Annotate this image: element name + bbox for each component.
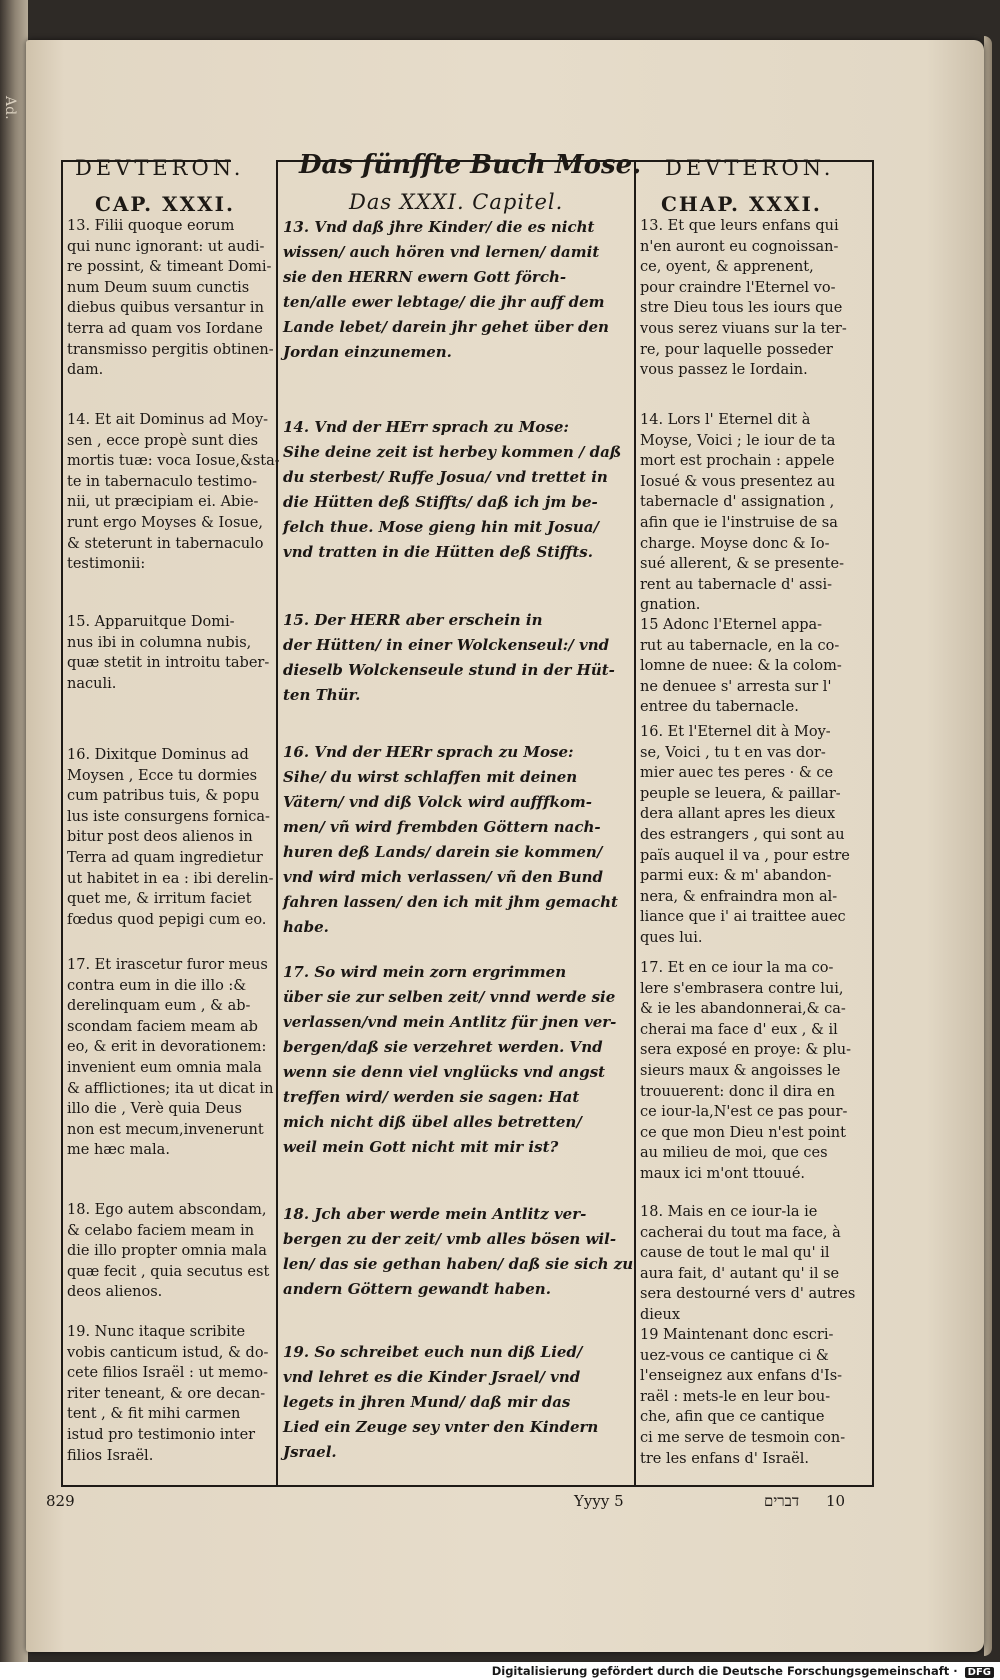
latin-verse-14: 14. Et ait Dominus ad Moy- sen , ecce propè sunt dies mortis tuæ: voca Iosue,&sta- te in tabernaculo testimo- nii, ut præcipiam ei. Abie- runt ergo Moyses & Iosue, & steterunt in tabernaculo testimonii:	[67, 412, 280, 573]
column-rule-latin-german	[276, 160, 278, 1487]
german-chapter-heading: Das XXXI. Capitel.	[349, 190, 564, 214]
latin-verse-17: 17. Et irascetur furor meus contra eum in die illo :& derelinquam eum , & ab- scondam faciem meam ab eo, & erit in devorationem: invenient eum omnia mala & afflictiones; ita ut dicat in illo die , Verè quia Deus non est mecum,invenerunt me hæc mala.	[67, 957, 274, 1159]
french-verse-17: 17. Et en ce iour la ma co- lere s'embrasera contre lui, & ie les abandonnerai,& ca- cherai ma face d' eux , & il sera exposé en proye: & plu- sieurs maux & angoisses le trouuerent: donc il dira en ce iour-la,N'est ce pas pour- ce que mon Dieu n'est point au milieu de moi, que ces maux ici m'ont ttouué.	[640, 960, 852, 1182]
german-verse-17: 17. So wird mein zorn ergrimmen über sie zur selben zeit/ vnnd werde sie verlassen/vnd mein Antlitz für jnen ver- bergen/daß sie verzehret werden. Vnd wenn sie denn viel vnglücks vnd angst treffen wird/ werden sie sagen: Hat mich nicht diß übel alles betretten/ weil mein Gott nicht mit mir ist?	[283, 963, 617, 1156]
latin-verse-16: 16. Dixitque Dominus ad Moysen , Ecce tu dormies cum patribus tuis, & popu lus iste consurgens fornica- bitur post deos alienos in Terra ad quam ingredietur ut habitet in ea : ibi derelin- quet me, & irritum faciet fœdus quod pepigi cum eo.	[67, 747, 274, 928]
dfg-logo-icon: DFG	[965, 1667, 994, 1678]
credit-text: Digitalisierung gefördert durch die Deutsche Forschungsgemeinschaft	[491, 1664, 950, 1678]
digitization-credit: Digitalisierung gefördert durch die Deutsche Forschungsgemeinschaft · DFG	[492, 1664, 994, 1678]
latin-header: DEVTERON.	[75, 156, 245, 180]
german-verse-14: 14. Vnd der HErr sprach zu Mose: Sihe deine zeit ist herbey kommen / daß du sterbest/ Ruffe Josua/ vnd trettet in die Hütten deß Stiffts/ daß ich jm be- felch thue. Mose gieng hin mit Josua/ vnd tratten in die Hütten deß Stiffts.	[283, 418, 622, 561]
french-chapter-heading: CHAP. XXXI.	[661, 192, 822, 216]
french-verse-19: 19 Maintenant donc escri- uez-vous ce cantique ci & l'enseignez aux enfans d'Is- raël : mets-le en leur bou- che, afin que ce cantique ci me serve de tesmoin con- tre les enfans d' Israël.	[640, 1327, 846, 1467]
german-verse-16: 16. Vnd der HERr sprach zu Mose: Sihe/ du wirst schlaffen mit deinen Vätern/ vnd diß Volck wird aufffkom- men/ vñ wird frembden Göttern nach- huren deß Lands/ darein sie kommen/ vnd wird mich verlassen/ vñ den Bund fahren lassen/ den ich mit jhm gemacht habe.	[283, 743, 618, 936]
french-verse-14: 14. Lors l' Eternel dit à Moyse, Voici ; le iour de ta mort est prochain : appele Iosué & vous presentez au tabernacle d' assignation , afin que ie l'instruise de sa charge. Moyse donc & Io- sué allerent, & se presente- rent au tabernacle d' assi- gnation.	[640, 412, 844, 614]
column-rule-right	[872, 160, 874, 1487]
latin-chapter-heading: CAP. XXXI.	[95, 192, 235, 216]
french-header: DEVTERON.	[665, 156, 835, 180]
german-verse-19: 19. So schreibet euch nun diß Lied/ vnd lehret es die Kinder Jsrael/ vnd legets in jhren Mund/ daß mir das Lied ein Zeuge sey vnter den Kindern Jsrael.	[283, 1343, 599, 1461]
latin-verse-15: 15. Apparuitque Domi- nus ibi in columna nubis, quæ stetit in introitu taber- naculi.	[67, 614, 270, 692]
page-right-edge	[984, 36, 992, 1656]
french-verse-18: 18. Mais en ce iour-la ie cacherai du tout ma face, à cause de tout le mal qu' il aura fait, d' autant qu' il se sera destourné vers d' autres dieux	[640, 1204, 856, 1323]
signature-mark: Yyyy 5	[574, 1492, 624, 1510]
column-rule-german-french	[634, 160, 636, 1487]
previous-page-edge	[0, 0, 28, 1662]
hebrew-book-reference: דברים	[764, 1492, 800, 1510]
page-number: 829	[46, 1492, 75, 1510]
german-verse-13: 13. Vnd daß jhre Kinder/ die es nicht wissen/ auch hören vnd lernen/ damit sie den HERRN ewern Gott förch- ten/alle ewer lebtage/ die jhr auff dem Lande lebet/ darein jhr gehet über den Jordan einzunemen.	[283, 218, 609, 361]
latin-verse-13: 13. Filii quoque eorum qui nunc ignorant: ut audi- re possint, & timeant Domi- num Deum suum cunctis diebus quibus versantur in terra ad quam vos Iordane transmisso pergitis obtinen- dam.	[67, 218, 274, 379]
french-verse-13: 13. Et que leurs enfans qui n'en auront eu cognoissan- ce, oyent, & apprenent, pour craindre l'Eternel vo- stre Dieu tous les iours que vous serez viuans sur la ter- re, pour laquelle posseder vous passez le Iordain.	[640, 218, 847, 379]
french-verse-16: 16. Et l'Eternel dit à Moy- se, Voici , tu t en vas dor- mier auec tes peres · & ce peuple se leuera, & paillar- dera allant apres les dieux des estrangers , qui sont au païs auquel il va , pour estre parmi eux: & m' abandon- nera, & enfraindra mon al- liance que i' ai traittee auec ques lui.	[640, 724, 850, 946]
german-verse-15: 15. Der HERR aber erschein in der Hütten/ in einer Wolckenseul:/ vnd dieselb Wolckenseule stund in der Hüt- ten Thür.	[283, 611, 615, 704]
margin-annotation: Ad.	[2, 96, 18, 120]
latin-verse-18: 18. Ego autem abscondam, & celabo faciem meam in die illo propter omnia mala quæ fecit , quia secutus est deos alienos.	[67, 1202, 270, 1301]
bottom-rule	[61, 1485, 874, 1487]
book-page	[26, 40, 984, 1652]
french-verse-15: 15 Adonc l'Eternel appa- rut au tabernacle, en la co- lomne de nuee: & la colom- ne denuee s' arresta sur l' entree du tabernacle.	[640, 617, 842, 716]
verse-table	[61, 150, 874, 1487]
german-verse-18: 18. Jch aber werde mein Antlitz ver- bergen zu der zeit/ vmb alles bösen wil- len/ das sie gethan haben/ daß sie sich zu andern Göttern gewandt haben.	[283, 1205, 634, 1298]
german-header: Das fünffte Buch Mose.	[299, 150, 642, 180]
column-rule-left	[61, 160, 63, 1487]
latin-verse-19: 19. Nunc itaque scribite vobis canticum istud, & do- cete filios Israël : ut memo- riter teneant, & ore decan- tent , & fit mihi carmen istud pro testimonio inter filios Israël.	[67, 1324, 269, 1464]
hebrew-page-number: 10	[826, 1492, 846, 1510]
